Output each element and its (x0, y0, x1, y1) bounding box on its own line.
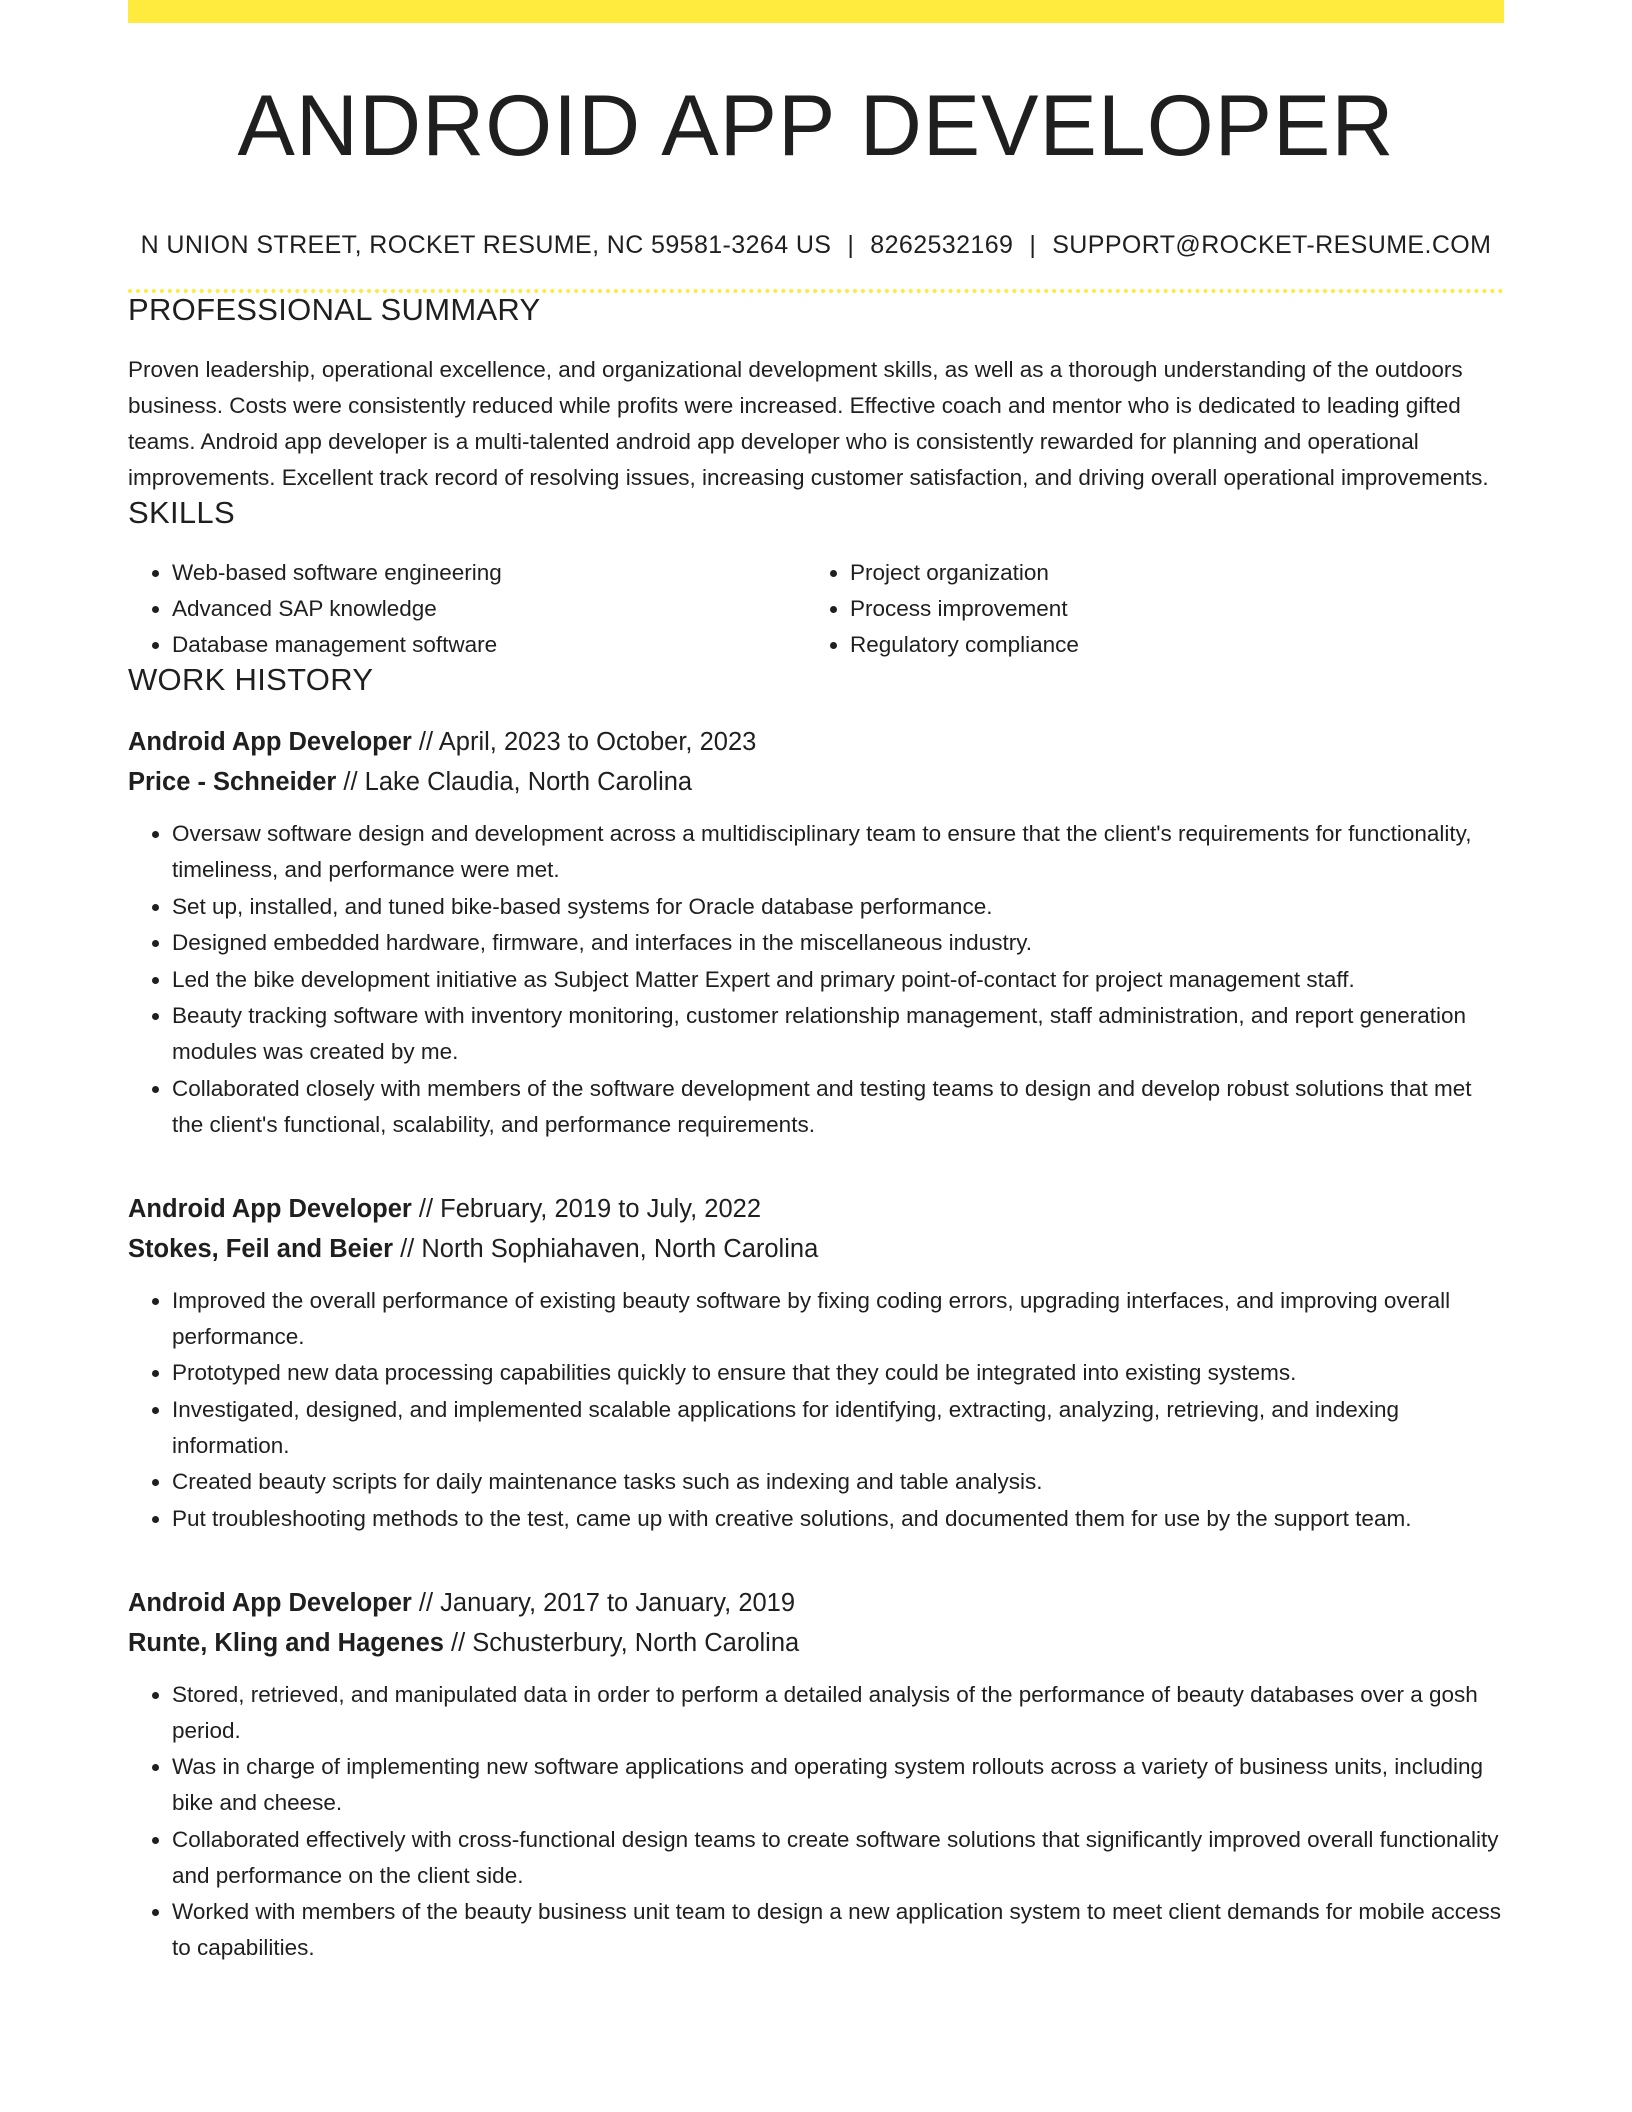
job-role: Android App Developer (128, 1194, 412, 1223)
job-entry (128, 1583, 1504, 1967)
job-location: // Lake Claudia, North Carolina (336, 768, 693, 797)
job-bullet: • Investigated, designed, and implemented scalable applications for identifying, extracting, analyzing, retrieving, and indexing information. (172, 1392, 1504, 1464)
job-bullet: • Improved the overall performance of existing beauty software by fixing coding errors, upgrading interfaces, and improving overall performance. (172, 1283, 1504, 1355)
job-bullet: • Prototyped new data processing capabilities quickly to ensure that they could be integrated into existing systems. (172, 1355, 1504, 1391)
job-entry (128, 722, 1504, 1143)
job-role: Android App Developer (128, 1588, 412, 1617)
job-company: Stokes, Feil and Beier (128, 1234, 394, 1263)
resume-page (128, 0, 1504, 1967)
job-bullet: • Designed embedded hardware, firmware, and interfaces in the miscellaneous industry. (172, 925, 1504, 961)
job-bullets (128, 1677, 1504, 1967)
job-entry (128, 1189, 1504, 1537)
job-company-line (128, 1623, 1504, 1663)
job-bullet: • Worked with members of the beauty business unit team to design a new application system to meet client demands for mobile access to capabilities. (172, 1894, 1504, 1966)
job-bullet: • Beauty tracking software with inventory monitoring, customer relationship management, staff administration, and report generation modules was created by me. (172, 998, 1504, 1070)
contact-separator: | (847, 231, 855, 259)
skill-item: • Process improvement (850, 591, 1484, 627)
job-bullet: • Collaborated effectively with cross-functional design teams to create software solutions that significantly improved overall functionality and performance on the client side. (172, 1822, 1504, 1894)
summary-heading: PROFESSIONAL SUMMARY (128, 292, 541, 327)
work-history-heading: WORK HISTORY (128, 662, 374, 698)
job-company-line (128, 1229, 1504, 1269)
contact-address: N UNION STREET, ROCKET RESUME, NC 59581-3264 US (140, 231, 832, 259)
contact-email: SUPPORT@ROCKET-RESUME.COM (1052, 231, 1492, 259)
skill-item: • Project organization (850, 555, 1484, 591)
summary-text: Proven leadership, operational excellence, and organizational development skills, as well as a thorough understanding of the outdoors business. Costs were consistently reduced while profits were increased. Effective coach and mentor who is dedicated to leading gifted teams. Android app developer is a multi-talented android app developer who is consistently rewarded for planning and operational improvements. Excellent track record of resolving issues, increasing customer satisfaction, and driving overall operational improvements. (128, 357, 1489, 491)
job-bullets (128, 1283, 1504, 1537)
skill-item: • Regulatory compliance (850, 627, 1484, 663)
job-bullet: • Created beauty scripts for daily maintenance tasks such as indexing and table analysis. (172, 1464, 1504, 1500)
job-bullet: • Set up, installed, and tuned bike-based systems for Oracle database performance. (172, 889, 1504, 925)
job-location: // Schusterbury, North Carolina (443, 1628, 800, 1657)
accent-top-bar (128, 0, 1504, 23)
skills-list (128, 555, 1504, 663)
skill-item: • Advanced SAP knowledge (172, 591, 806, 627)
job-location: // North Sophiahaven, North Carolina (393, 1234, 819, 1263)
job-role: Android App Developer (128, 728, 412, 757)
job-bullets (128, 816, 1504, 1143)
job-title-line (128, 722, 1504, 762)
contact-phone: 8262532169 (870, 231, 1014, 259)
job-title-line (128, 1583, 1504, 1623)
job-bullet: • Put troubleshooting methods to the test, came up with creative solutions, and documented them for use by the support team. (172, 1501, 1504, 1537)
job-bullet: • Stored, retrieved, and manipulated data in order to perform a detailed analysis of the performance of beauty databases over a gosh period. (172, 1677, 1504, 1749)
skills-column-left (128, 555, 806, 663)
skills-heading: SKILLS (128, 495, 235, 531)
job-company: Runte, Kling and Hagenes (128, 1628, 444, 1657)
job-dates: // February, 2019 to July, 2022 (411, 1194, 761, 1223)
skills-column-right (806, 555, 1484, 663)
job-bullet: • Collaborated closely with members of the software development and testing teams to design and develop robust solutions that met the client's functional, scalability, and performance requirements. (172, 1071, 1504, 1143)
job-bullet: • Oversaw software design and development across a multidisciplinary team to ensure that the client's requirements for functionality, timeliness, and performance were met. (172, 816, 1504, 888)
job-title-line (128, 1189, 1504, 1229)
page-title: ANDROID APP DEVELOPER (237, 78, 1395, 174)
contact-line (128, 230, 1504, 260)
skill-item: • Database management software (172, 627, 806, 663)
job-company: Price - Schneider (128, 768, 337, 797)
skill-item: • Web-based software engineering (172, 555, 806, 591)
job-company-line (128, 762, 1504, 802)
job-bullet: • Led the bike development initiative as Subject Matter Expert and primary point-of-contact for project management staff. (172, 962, 1504, 998)
contact-separator: | (1029, 231, 1037, 259)
job-dates: // January, 2017 to January, 2019 (411, 1588, 796, 1617)
job-bullet: • Was in charge of implementing new software applications and operating system rollouts across a variety of business units, including bike and cheese. (172, 1749, 1504, 1821)
job-dates: // April, 2023 to October, 2023 (411, 728, 757, 757)
